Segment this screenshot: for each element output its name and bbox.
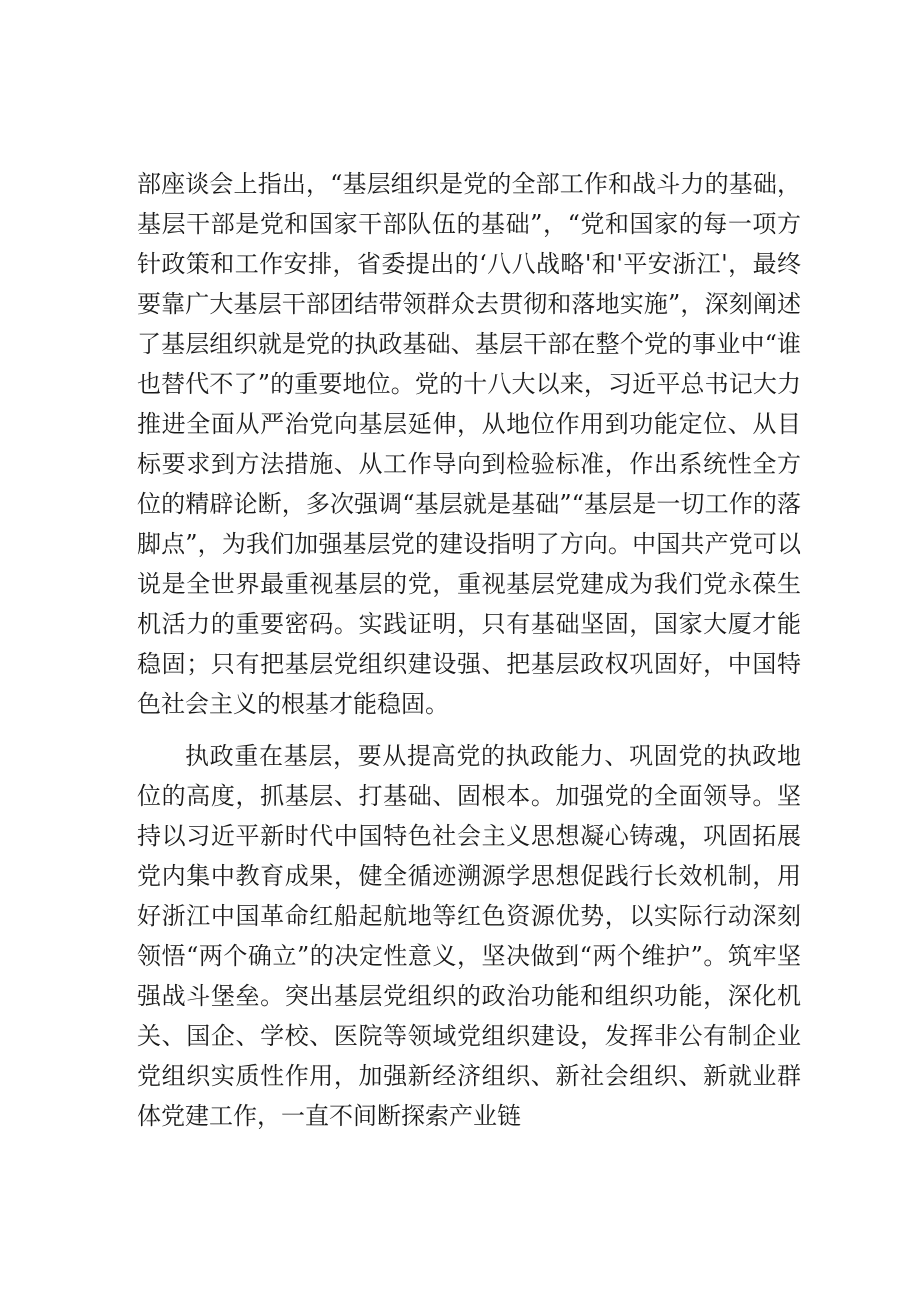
document-body — [137, 164, 801, 1136]
paragraph-governance-at-grassroots: 执政重在基层，要从提高党的执政能力、巩固党的执政地位的高度，抓基层、打基础、固根本。加强党的全面领导。坚持以习近平新时代中国特色社会主义思想凝心铸魂，巩固拓展党内集中教育成果，健全循迹溯源学思想促践行长效机制，用好浙江中国革命红船起航地等红色资源优势，以实际行动深刻领悟“两个确立”的决定性意义，坚决做到“两个维护”。筑牢坚强战斗堡垒。突出基层党组织的政治功能和组织功能，深化机关、国企、学校、医院等领域党组织建设，发挥非公有制企业党组织实质性作用，加强新经济组织、新社会组织、新就业群体党建工作，一直不间断探索产业链 — [137, 742, 801, 1130]
paragraph-continued: 部座谈会上指出，“基层组织是党的全部工作和战斗力的基础，基层干部是党和国家干部队伍的基础”，“党和国家的每一项方针政策和工作安排，省委提出的‘八八战略'和'平安浙江'，最终要靠广大基层干部团结带领群众去贯彻和落地实施”，深刻阐述了基层组织就是党的执政基础、基层干部在整个党的事业中“谁也替代不了”的重要地位。党的十八大以来，习近平总书记大力推进全面从严治党向基层延伸，从地位作用到功能定位、从目标要求到方法措施、从工作导向到检验标准，作出系统性全方位的精辟论断，多次强调“基层就是基础”“基层是一切工作的落脚点”，为我们加强基层党的建设指明了方向。中国共产党可以说是全世界最重视基层的党，重视基层党建成为我们党永葆生机活力的重要密码。实践证明，只有基础坚固，国家大厦才能稳固；只有把基层党组织建设强、把基层政权巩固好，中国特色社会主义的根基才能稳固。 — [137, 170, 801, 718]
